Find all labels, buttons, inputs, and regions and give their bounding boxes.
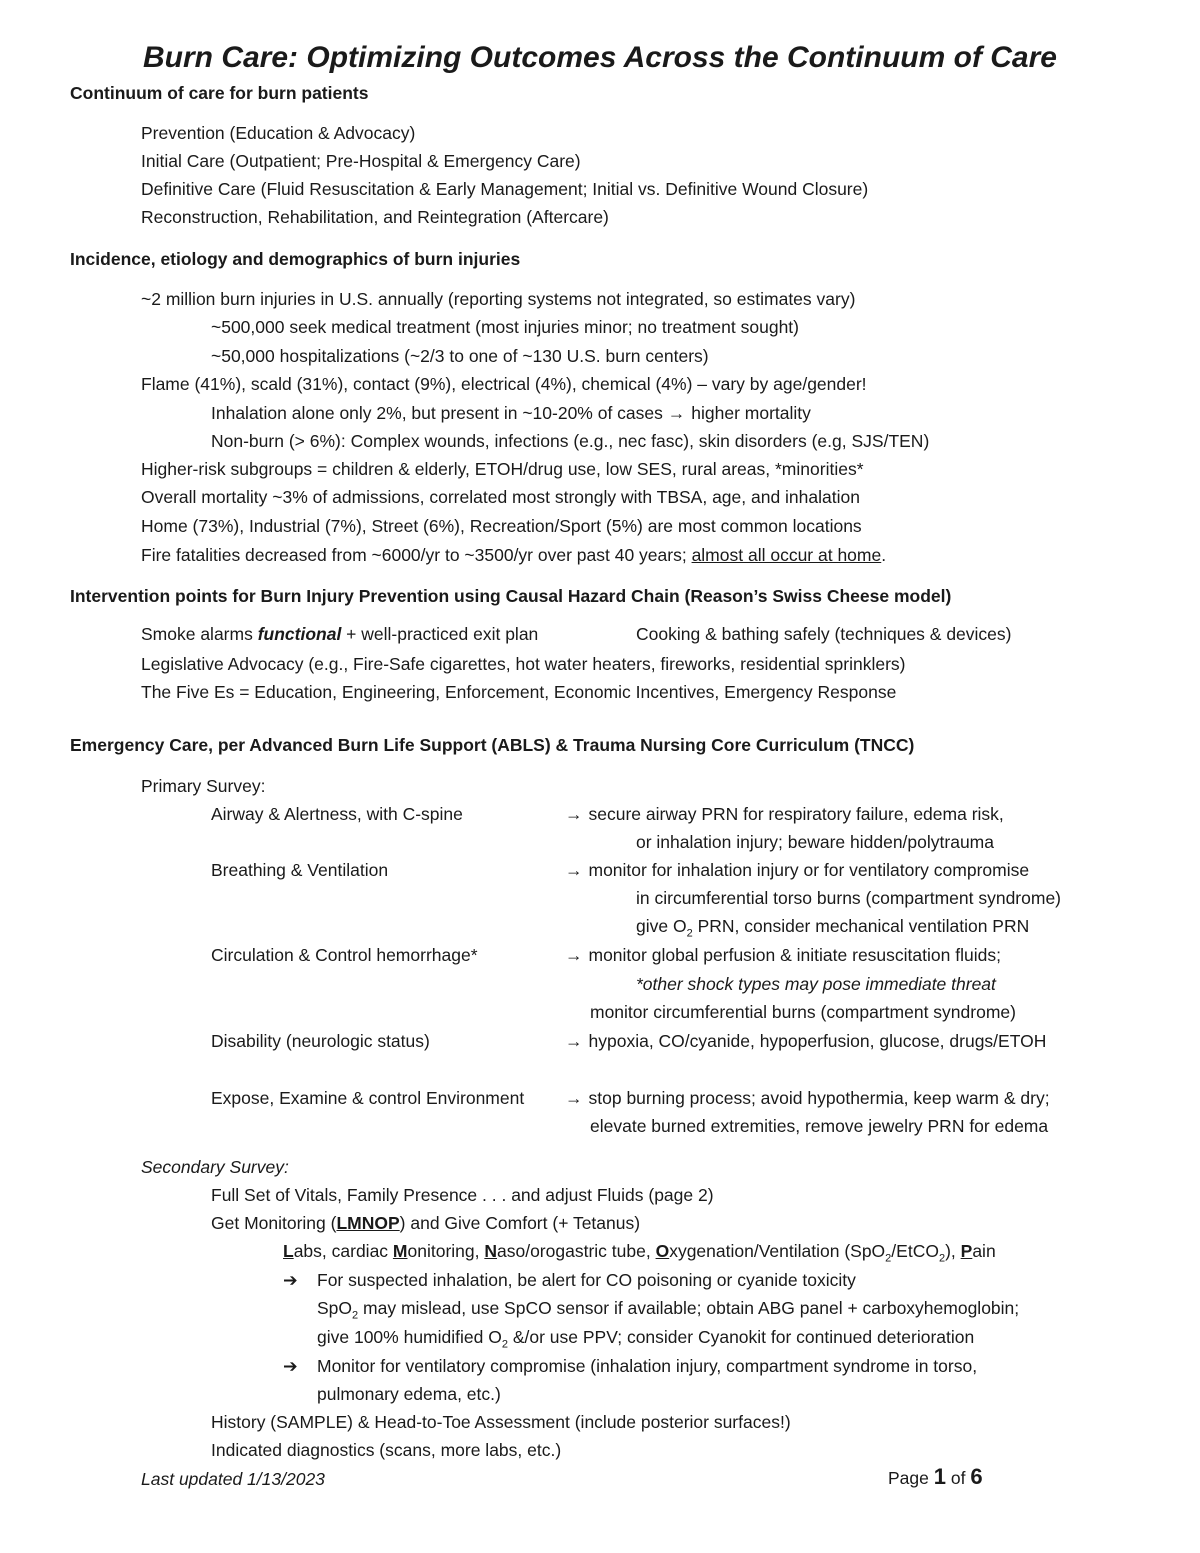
bold-arrow-icon: ➔ <box>283 1356 298 1376</box>
survey-item-action-text: monitor for inhalation injury or for ventilatory compromise <box>588 860 1030 880</box>
list-item: Flame (41%), scald (31%), contact (9%), electrical (4%), chemical (4%) – vary by age/gender! <box>141 374 867 394</box>
list-item <box>211 402 811 424</box>
survey-item-action <box>565 803 1004 825</box>
list-item: Full Set of Vitals, Family Presence . . . and adjust Fluids (page 2) <box>211 1185 714 1205</box>
list-item: Initial Care (Outpatient; Pre-Hospital & Emergency Care) <box>141 151 581 171</box>
page-title: Burn Care: Optimizing Outcomes Across the Continuum of Care <box>143 41 1057 74</box>
survey-item-label: Expose, Examine & control Environment <box>211 1088 525 1108</box>
section-heading-continuum: Continuum of care for burn patients <box>70 83 369 103</box>
text: /EtCO <box>891 1241 939 1261</box>
section-heading-incidence: Incidence, etiology and demographics of burn injuries <box>70 249 521 269</box>
acronym-letter: N <box>484 1241 497 1261</box>
survey-item-action <box>565 1087 1050 1109</box>
survey-item-action-text: monitor global perfusion & initiate resuscitation fluids; <box>588 945 1001 965</box>
current-page: 1 <box>933 1464 946 1489</box>
subscript: 2 <box>501 1338 508 1351</box>
survey-item-action-text: in circumferential torso burns (compartment syndrome) <box>636 888 1062 908</box>
list-item: Home (73%), Industrial (7%), Street (6%), Recreation/Sport (5%) are most common locations <box>141 516 862 536</box>
text: PRN, consider mechanical ventilation PRN <box>692 916 1030 936</box>
acronym-letter: O <box>655 1241 670 1261</box>
list-item: Definitive Care (Fluid Resuscitation & Early Management; Initial vs. Definitive Wound Closure) <box>141 179 869 199</box>
total-pages: 6 <box>970 1464 983 1489</box>
page-number <box>888 1466 983 1489</box>
acronym-letter: M <box>392 1241 408 1261</box>
right-arrow-icon: → <box>565 860 583 880</box>
list-item <box>141 623 538 645</box>
survey-item-action-text: hypoxia, CO/cyanide, hypoperfusion, glucose, drugs/ETOH <box>588 1031 1047 1051</box>
right-arrow-icon: → <box>565 804 583 824</box>
right-arrow-icon: → <box>667 403 686 423</box>
survey-item-action <box>565 859 1029 881</box>
list-item: Prevention (Education & Advocacy) <box>141 123 416 143</box>
bullet-text: Monitor for ventilatory compromise (inhalation injury, compartment syndrome in torso, <box>317 1356 978 1376</box>
list-item: ~500,000 seek medical treatment (most injuries minor; no treatment sought) <box>211 317 799 337</box>
subscript: 2 <box>686 927 693 940</box>
subscript: 2 <box>352 1309 359 1322</box>
right-arrow-icon: → <box>565 1031 583 1051</box>
list-item: Reconstruction, Rehabilitation, and Reintegration (Aftercare) <box>141 207 609 227</box>
text: give O <box>636 916 687 936</box>
survey-item-label: Airway & Alertness, with C-spine <box>211 804 463 824</box>
text: Get Monitoring ( <box>211 1213 337 1233</box>
survey-item-action <box>565 944 1001 966</box>
text: &/or use PPV; consider Cyanokit for continued deterioration <box>507 1327 975 1347</box>
right-arrow-icon: → <box>565 1088 583 1108</box>
text: xygenation/Ventilation (SpO <box>669 1241 886 1261</box>
text: SpO <box>317 1298 353 1318</box>
bullet-text: pulmonary edema, etc.) <box>317 1384 501 1404</box>
subscript: 2 <box>885 1252 892 1265</box>
list-item: History (SAMPLE) & Head-to-Toe Assessment (include posterior surfaces!) <box>211 1412 791 1432</box>
list-item-text: Smoke alarms <box>141 624 258 644</box>
list-item-text: higher mortality <box>691 403 811 423</box>
bullet-text: For suspected inhalation, be alert for CO poisoning or cyanide toxicity <box>317 1270 856 1290</box>
text: of <box>945 1468 971 1488</box>
bullet-text <box>317 1326 975 1351</box>
survey-item-label: Breathing & Ventilation <box>211 860 389 880</box>
list-item <box>211 1212 640 1234</box>
survey-item-action <box>565 1030 1046 1052</box>
list-item: ~50,000 hospitalizations (~2/3 to one of ~130 U.S. burn centers) <box>211 346 709 366</box>
section-heading-intervention: Intervention points for Burn Injury Prevention using Causal Hazard Chain (Reason’s Swiss Cheese model) <box>70 586 952 606</box>
survey-item-action-text: stop burning process; avoid hypothermia, keep warm & dry; <box>588 1088 1050 1108</box>
text: ) and Give Comfort (+ Tetanus) <box>399 1213 641 1233</box>
survey-item-label: Disability (neurologic status) <box>211 1031 430 1051</box>
survey-item-action-text: monitor circumferential burns (compartment syndrome) <box>590 1002 1016 1022</box>
acronym-letter: L <box>283 1241 294 1261</box>
survey-item-action-text: elevate burned extremities, remove jewelry PRN for edema <box>590 1116 1049 1136</box>
acronym-letter: P <box>960 1241 973 1261</box>
survey-item-note: *other shock types may pose immediate threat <box>636 974 996 994</box>
subscript: 2 <box>938 1252 946 1265</box>
list-item: Higher-risk subgroups = children & elderly, ETOH/drug use, low SES, rural areas, *minorities* <box>141 459 864 479</box>
section-heading-emergency-care: Emergency Care, per Advanced Burn Life Support (ABLS) & Trauma Nursing Core Curriculum (TNCC) <box>70 735 915 755</box>
lmnop-line <box>283 1240 996 1265</box>
subheading-secondary-survey: Secondary Survey: <box>141 1157 289 1177</box>
survey-item-action-text <box>636 915 1030 940</box>
list-item: Legislative Advocacy (e.g., Fire-Safe cigarettes, hot water heaters, fireworks, residential sprinklers) <box>141 654 906 674</box>
list-item: Cooking & bathing safely (techniques & devices) <box>636 624 1012 644</box>
emphasis-text: functional <box>257 624 342 644</box>
list-item: Indicated diagnostics (scans, more labs, etc.) <box>211 1440 562 1460</box>
subheading-primary-survey: Primary Survey: <box>141 776 266 796</box>
list-item-text: Fire fatalities decreased from ~6000/yr to ~3500/yr over past 40 years; <box>141 545 692 565</box>
right-arrow-icon: → <box>565 945 583 965</box>
acronym: LMNOP <box>336 1213 400 1233</box>
bullet-text <box>317 1297 1020 1322</box>
list-item-text: . <box>881 545 887 565</box>
survey-item-action-text: or inhalation injury; beware hidden/polytrauma <box>636 832 994 852</box>
text: may mislead, use SpCO sensor if available; obtain ABG panel + carboxyhemoglobin; <box>358 1298 1020 1318</box>
text: ain <box>972 1241 996 1261</box>
list-item <box>141 544 886 566</box>
last-updated: Last updated 1/13/2023 <box>141 1469 325 1489</box>
underlined-text: almost all occur at home <box>691 545 882 565</box>
list-item: The Five Es = Education, Engineering, Enforcement, Economic Incentives, Emergency Response <box>141 682 897 702</box>
list-item: Overall mortality ~3% of admissions, correlated most strongly with TBSA, age, and inhalation <box>141 487 860 507</box>
text: onitoring, <box>407 1241 485 1261</box>
text: give 100% humidified O <box>317 1327 502 1347</box>
bold-arrow-icon: ➔ <box>283 1270 298 1290</box>
list-item-text: Inhalation alone only 2%, but present in ~10-20% of cases <box>211 403 663 423</box>
text: aso/orogastric tube, <box>497 1241 656 1261</box>
list-item-text: + well-practiced exit plan <box>341 624 539 644</box>
list-item: ~2 million burn injuries in U.S. annually (reporting systems not integrated, so estimates vary) <box>141 289 856 309</box>
survey-item-action-text: secure airway PRN for respiratory failure, edema risk, <box>588 804 1004 824</box>
text: Page <box>888 1468 934 1488</box>
list-item: Non-burn (> 6%): Complex wounds, infections (e.g., nec fasc), skin disorders (e.g, SJS/TEN) <box>211 431 930 451</box>
text: ), <box>945 1241 961 1261</box>
text: abs, cardiac <box>293 1241 393 1261</box>
survey-item-label: Circulation & Control hemorrhage* <box>211 945 478 965</box>
